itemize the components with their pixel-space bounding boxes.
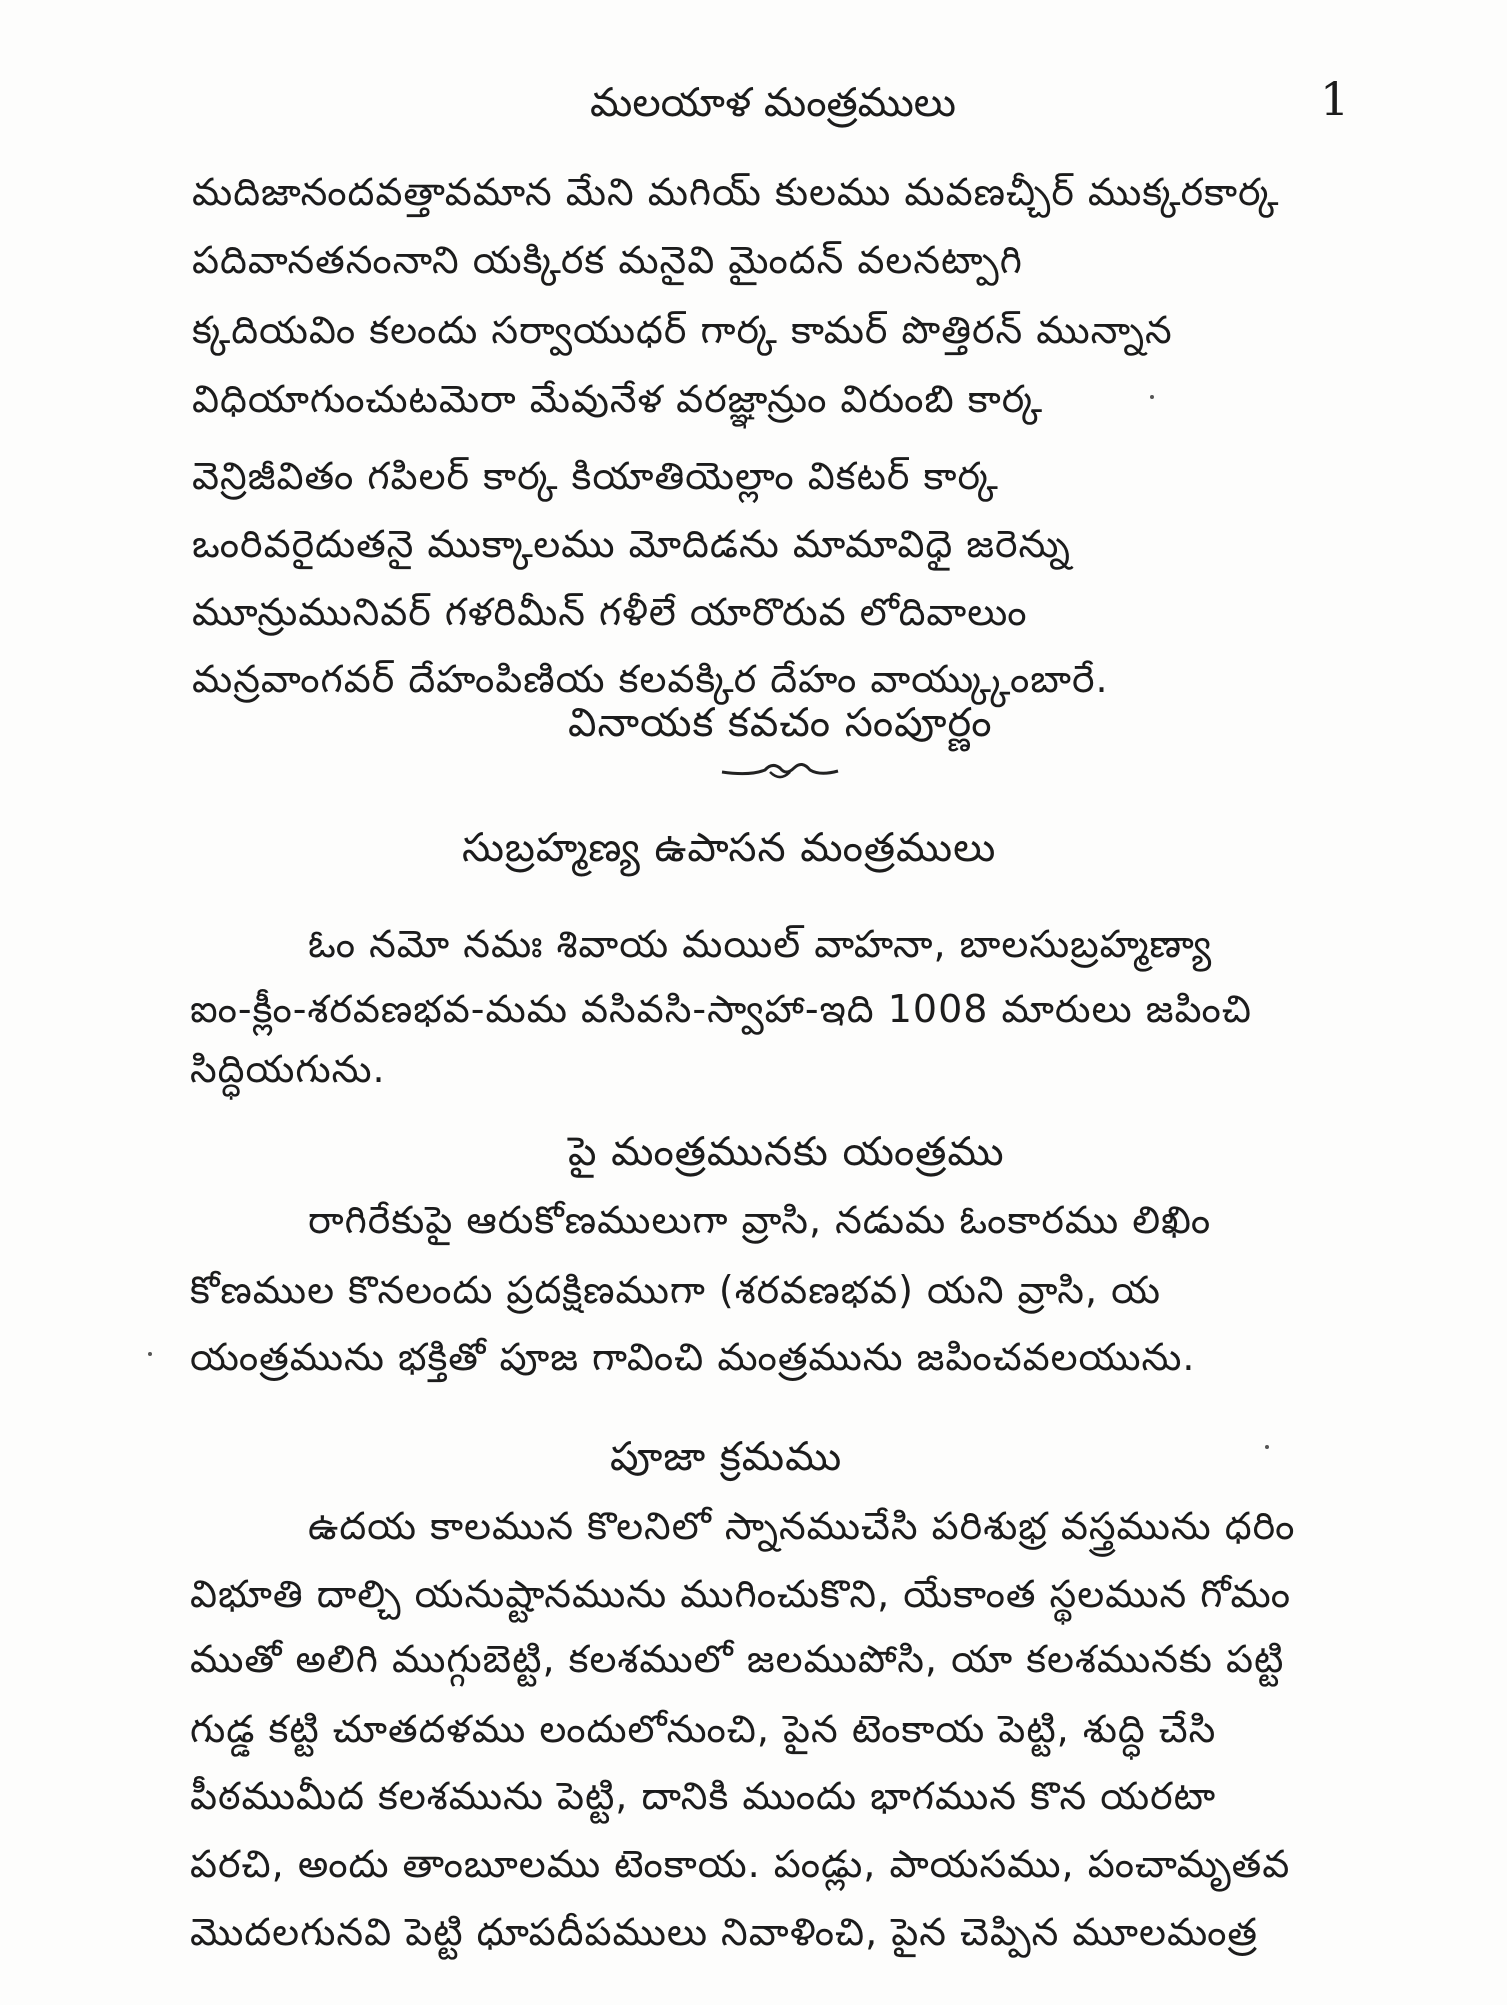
verse-line: వెన్రిజీవితం గపిలర్ కార్క కియాతియెల్లాం వికటర్ కార్క — [192, 454, 999, 498]
mantra-line: ఐం-క్లీం-శరవణభవ-మమ వసివసి-స్వాహా-ఇది 1008 మారులు జపించి — [190, 987, 1252, 1031]
yantra-title: పై మంత్రమునకు యంత్రము — [568, 1129, 1005, 1175]
print-speck — [1150, 395, 1154, 399]
page-number: 1 — [1320, 72, 1350, 126]
pooja-line: విభూతి దాల్చి యనుష్టానమును ముగించుకొని, యేకాంత స్థలమున గోమం — [190, 1572, 1292, 1616]
verse-line: మన్రవాంగవర్ దేహంపిణియ కలవక్కిర దేహం వాయ్క్కుంబారే. — [192, 657, 1109, 701]
yantra-line: యంత్రమును భక్తితో పూజ గావించి మంత్రమును జపించవలయును. — [190, 1335, 1196, 1379]
verse-line: విధియాగుంచుటమెరా మేవునేళ వరజ్ఞాన్రుం విరుంబి కార్క — [192, 377, 1044, 421]
yantra-line: రాగిరేకుపై ఆరుకోణములుగా వ్రాసి, నడుమ ఓంకారము లిఖిం — [308, 1198, 1212, 1242]
pooja-line: ముతో అలిగి ముగ్గుబెట్టి, కలశములో జలముపోసి, యా కలశమునకు పట్టి — [190, 1637, 1285, 1681]
print-speck — [1265, 1445, 1269, 1449]
section-end-title: వినాయక కవచం సంపూర్ణం — [568, 700, 993, 746]
verse-line: ఒంరివరైదుతనై ముక్కాలము మోదిడను మామావిధై జరెన్ను — [192, 522, 1071, 566]
pooja-line: ఉదయ కాలమున కొలనిలో స్నానముచేసి పరిశుభ్ర వస్త్రమును ధరిం — [308, 1504, 1296, 1548]
verse-line: పదివానతనంనాని యక్కిరక మనైవి మైందన్ వలనట్పాగి — [192, 238, 1023, 282]
verse-line: మూన్రుమునివర్ గళరిమీన్ గళీలే యారొరువ లోదివాలుం — [192, 590, 1028, 634]
verse-line: క్కదియవిం కలందు సర్వాయుధర్ గార్క కామర్ పొత్తిరన్ మున్నాన — [192, 308, 1173, 352]
yantra-line: కోణముల కొనలందు ప్రదక్షిణముగా (శరవణభవ) యని వ్రాసి, య — [190, 1268, 1161, 1312]
pooja-line: గుడ్డ కట్టి చూతదళము లందులోనుంచి, పైన టెంకాయ పెట్టి, శుద్ధి చేసి — [190, 1707, 1217, 1751]
print-speck — [148, 1352, 152, 1356]
section-title: సుబ్రహ్మణ్య ఉపాసన మంత్రములు — [462, 825, 997, 871]
pooja-line: పీఠముమీద కలశమును పెట్టి, దానికి ముందు భాగమున కొన యరటా — [190, 1774, 1217, 1818]
running-header-title: మలయాళ మంత్రములు — [590, 80, 956, 126]
pooja-line: మొదలగునవి పెట్టి ధూపదీపములు నివాళించి, పైన చెప్పిన మూలమంత్ర — [190, 1910, 1258, 1954]
verse-line: మదిజానందవత్తావమాన మేని మగియ్ కులము మవణచ్చీర్ ముక్కరకార్క — [192, 170, 1280, 214]
pooja-line: పరచి, అందు తాంబూలము టెంకాయ. పండ్లు, పాయసము, పంచామృతవ — [190, 1842, 1291, 1886]
mantra-line: సిద్ధియగును. — [190, 1047, 386, 1091]
ornament-divider-icon — [720, 756, 840, 786]
pooja-title: పూజా క్రమము — [610, 1434, 843, 1480]
mantra-line: ఓం నమో నమః శివాయ మయిల్ వాహనా, బాలసుబ్రహ్మణ్యా — [308, 922, 1213, 966]
